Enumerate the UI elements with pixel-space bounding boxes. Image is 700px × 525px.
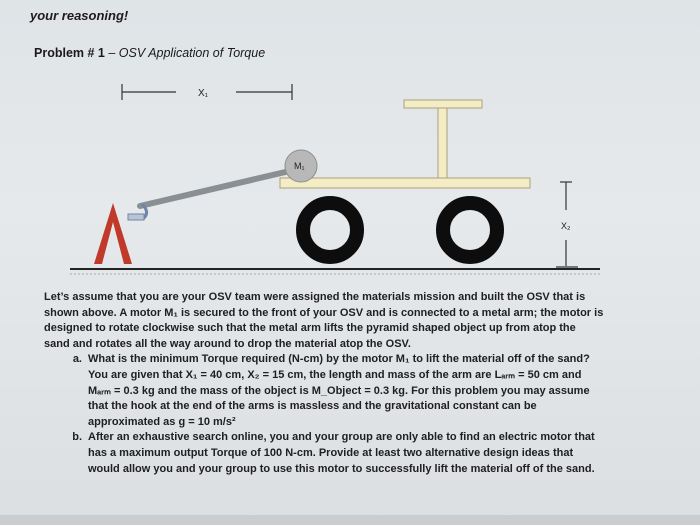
mast	[404, 100, 482, 180]
problem-body	[44, 290, 604, 477]
problem-title	[34, 46, 265, 60]
osv-diagram	[0, 70, 700, 285]
question-marker: b.	[72, 431, 82, 444]
motor-m1	[285, 150, 317, 182]
pyramid-object	[94, 203, 132, 264]
m1-label: M₁	[294, 161, 305, 171]
previous-section-text: your reasoning!	[30, 8, 129, 23]
intro-paragraph: Let’s assume that you are your OSV team were assigned the materials mission and built the OSV that is shown above. A motor M₁ is secured to the front of your OSV and is connected to a metal arm; the motor is designed to rotate clockwise such that the metal arm lifts the pyramid shaped object up from atop the sand and rotates all the way around to drop the material atop the OSV.	[44, 291, 604, 350]
x1-dimension	[122, 84, 292, 100]
metal-arm	[140, 170, 294, 206]
page-edge	[0, 515, 700, 525]
osv-platform	[280, 178, 530, 188]
x2-dimension	[556, 182, 578, 267]
question-marker: a.	[72, 353, 82, 366]
problem-dash: –	[104, 46, 119, 60]
question-text: What is the minimum Torque required (N-cm) by the motor M₁ to lift the material off of the sand? You are given that X₁ = 40 cm, X₂ = 15 cm, the length and mass of the arm are Lₐᵣₘ = 50 cm and Mₐᵣₘ = 0.3 kg and the mass of the object is M_Object = 0.3 kg. For this problem you may assume that the hook at the end of the arms is massless and the gravitational constant can be approximated as g = 10 m/s²	[88, 353, 590, 428]
problem-number: Problem # 1	[34, 46, 105, 60]
ground-line	[70, 269, 600, 274]
rear-wheel	[443, 203, 497, 257]
front-wheel	[303, 203, 357, 257]
x2-label: X₂	[561, 221, 571, 231]
problem-title-text: OSV Application of Torque	[118, 46, 266, 60]
question-list	[44, 352, 604, 477]
question-a	[44, 352, 604, 430]
question-text: After an exhaustive search online, you and your group are only able to find an electric motor that has a maximum output Torque of 100 N-cm. Provide at least two alternative design ideas that would allow you and your group to use this motor to successfully lift the material off of the sand.	[88, 431, 595, 475]
question-b	[44, 430, 604, 477]
x1-label: X₁	[198, 88, 209, 99]
